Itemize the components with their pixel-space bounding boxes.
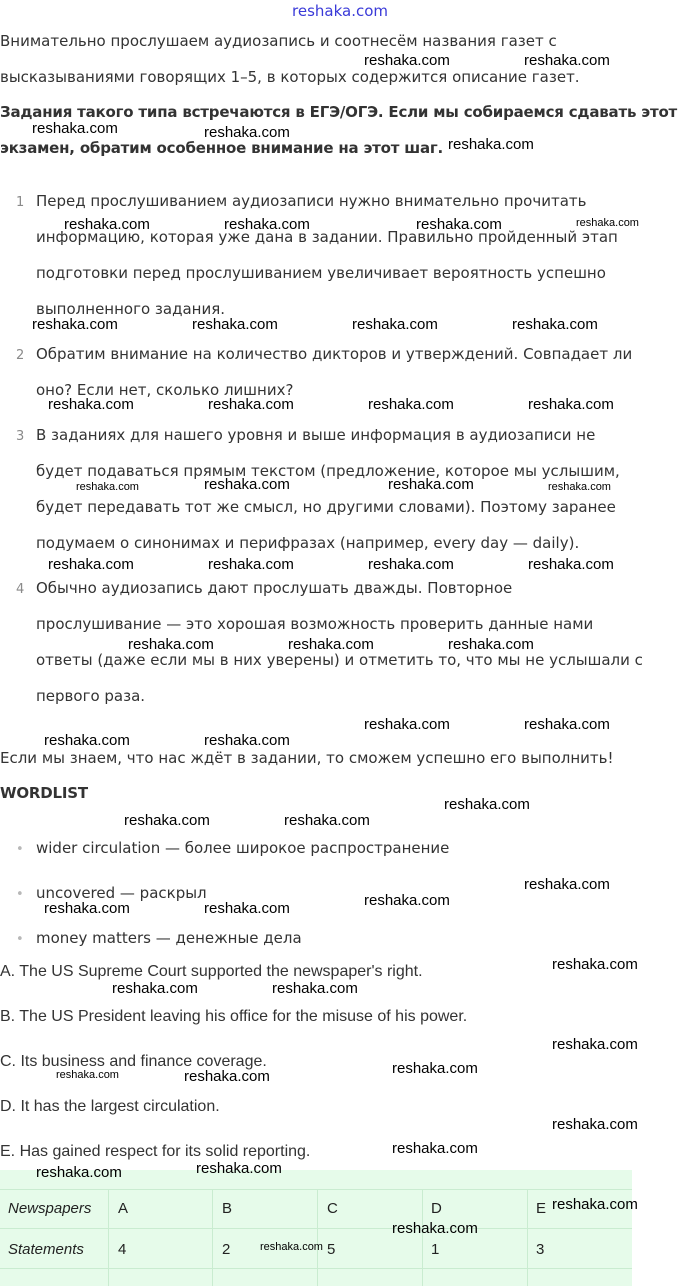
wordlist-item: money matters — денежные дела: [36, 929, 302, 947]
watermark: reshaka.com: [128, 636, 214, 653]
step-number: 4: [16, 582, 25, 597]
watermark: reshaka.com: [448, 636, 534, 653]
step-4-line-4: первого раза.: [36, 687, 146, 705]
watermark: reshaka.com: [44, 900, 130, 917]
table-cell: 4: [118, 1241, 127, 1258]
watermark: reshaka.com: [364, 52, 450, 69]
step-1-line-1: Перед прослушиванием аудиозаписи нужно внимательно прочитать: [36, 192, 587, 210]
table-cell: B: [222, 1200, 233, 1217]
watermark: reshaka.com: [260, 1241, 323, 1253]
watermark: reshaka.com: [392, 1220, 478, 1237]
watermark: reshaka.com: [112, 980, 198, 997]
watermark: reshaka.com: [284, 812, 370, 829]
watermark: reshaka.com: [352, 316, 438, 333]
table-cell: E: [536, 1200, 547, 1217]
watermark: reshaka.com: [364, 716, 450, 733]
watermark: reshaka.com: [224, 216, 310, 233]
watermark: reshaka.com: [192, 316, 278, 333]
watermark: reshaka.com: [392, 1060, 478, 1077]
table-cell: 5: [327, 1241, 336, 1258]
watermark: reshaka.com: [124, 812, 210, 829]
step-3-line-1: В заданиях для нашего уровня и выше информация в аудиозаписи не: [36, 426, 596, 444]
table-cell: C: [327, 1200, 338, 1217]
table-cell: 3: [536, 1241, 545, 1258]
option-b: B. The US President leaving his office for the misuse of his power.: [0, 1008, 468, 1025]
step-1-line-4: выполненного задания.: [36, 300, 225, 318]
option-d: D. It has the largest circulation.: [0, 1098, 220, 1115]
watermark: reshaka.com: [388, 476, 474, 493]
table-cell: D: [431, 1200, 442, 1217]
watermark: reshaka.com: [528, 556, 614, 573]
step-number: 3: [16, 429, 25, 444]
watermark: reshaka.com: [204, 732, 290, 749]
watermark: reshaka.com: [32, 316, 118, 333]
watermark: reshaka.com: [48, 556, 134, 573]
watermark: reshaka.com: [208, 556, 294, 573]
option-a: A. The US Supreme Court supported the newspaper's right.: [0, 963, 423, 980]
watermark: reshaka.com: [552, 1116, 638, 1133]
site-link[interactable]: reshaka.com: [292, 2, 388, 20]
watermark: reshaka.com: [368, 396, 454, 413]
watermark: reshaka.com: [56, 1069, 119, 1081]
option-c: C. Its business and finance coverage.: [0, 1053, 267, 1070]
wordlist-item: uncovered — раскрыл: [36, 884, 207, 902]
table-cell: A: [118, 1200, 129, 1217]
watermark: reshaka.com: [184, 1068, 270, 1085]
intro-line-1: Внимательно прослушаем аудиозапись и соотнесём названия газет с: [0, 32, 557, 50]
wordlist-title: WORDLIST: [0, 784, 88, 802]
watermark: reshaka.com: [272, 980, 358, 997]
watermark: reshaka.com: [36, 1164, 122, 1181]
step-4-line-3: ответы (даже если мы в них уверены) и отметить то, что мы не услышали с: [36, 651, 643, 669]
watermark: reshaka.com: [204, 900, 290, 917]
step-1-line-3: подготовки перед прослушиванием увеличивает вероятность успешно: [36, 264, 606, 282]
watermark: reshaka.com: [552, 956, 638, 973]
bullet-icon: •: [16, 887, 24, 902]
watermark: reshaka.com: [552, 1036, 638, 1053]
watermark: reshaka.com: [552, 1196, 638, 1213]
watermark: reshaka.com: [512, 316, 598, 333]
table-row-label: Statements: [8, 1241, 84, 1258]
step-4-line-1: Обычно аудиозапись дают прослушать дважды. Повторное: [36, 579, 513, 597]
table-cell: 1: [431, 1241, 440, 1258]
table-row-label: Newspapers: [8, 1200, 92, 1217]
watermark: reshaka.com: [524, 52, 610, 69]
tip-line-1: Задания такого типа встречаются в ЕГЭ/ОГЭ. Если мы собираемся сдавать этот: [0, 103, 678, 121]
step-4-line-2: прослушивание — это хорошая возможность проверить данные нами: [36, 615, 594, 633]
watermark: reshaka.com: [364, 892, 450, 909]
watermark: reshaka.com: [444, 796, 530, 813]
watermark: reshaka.com: [524, 876, 610, 893]
conclusion: Если мы знаем, что нас ждёт в задании, то сможем успешно его выполнить!: [0, 749, 614, 767]
table-cell: 2: [222, 1241, 231, 1258]
step-1-line-2: информацию, которая уже дана в задании. Правильно пройденный этап: [36, 228, 618, 246]
watermark: reshaka.com: [32, 120, 118, 137]
watermark: reshaka.com: [196, 1160, 282, 1177]
step-3-line-3: будет передавать тот же смысл, но другими словами). Поэтому заранее: [36, 498, 616, 516]
watermark: reshaka.com: [288, 636, 374, 653]
watermark: reshaka.com: [368, 556, 454, 573]
watermark: reshaka.com: [448, 136, 534, 153]
answer-table: [0, 1170, 632, 1286]
watermark: reshaka.com: [76, 481, 139, 493]
bullet-icon: •: [16, 932, 24, 947]
watermark: reshaka.com: [392, 1140, 478, 1157]
watermark: reshaka.com: [204, 476, 290, 493]
bullet-icon: •: [16, 842, 24, 857]
step-2-line-1: Обратим внимание на количество дикторов и утверждений. Совпадает ли: [36, 345, 633, 363]
watermark: reshaka.com: [64, 216, 150, 233]
watermark: reshaka.com: [524, 716, 610, 733]
watermark: reshaka.com: [208, 396, 294, 413]
step-2-line-2: оно? Если нет, сколько лишних?: [36, 381, 294, 399]
step-3-line-2: будет подаваться прямым текстом (предложение, которое мы услышим,: [36, 462, 620, 480]
watermark: reshaka.com: [44, 732, 130, 749]
tip-line-2: экзамен, обратим особенное внимание на этот шаг.: [0, 139, 444, 157]
watermark: reshaka.com: [48, 396, 134, 413]
watermark: reshaka.com: [204, 124, 290, 141]
intro-line-2: высказываниями говорящих 1–5, в которых содержится описание газет.: [0, 68, 580, 86]
option-e: E. Has gained respect for its solid reporting.: [0, 1143, 311, 1160]
watermark: reshaka.com: [576, 217, 639, 229]
step-number: 1: [16, 195, 25, 210]
step-number: 2: [16, 348, 25, 363]
wordlist-item: wider circulation — более широкое распространение: [36, 839, 450, 857]
watermark: reshaka.com: [416, 216, 502, 233]
watermark: reshaka.com: [528, 396, 614, 413]
watermark: reshaka.com: [548, 481, 611, 493]
step-3-line-4: подумаем о синонимах и перифразах (например, every day — daily).: [36, 534, 580, 552]
